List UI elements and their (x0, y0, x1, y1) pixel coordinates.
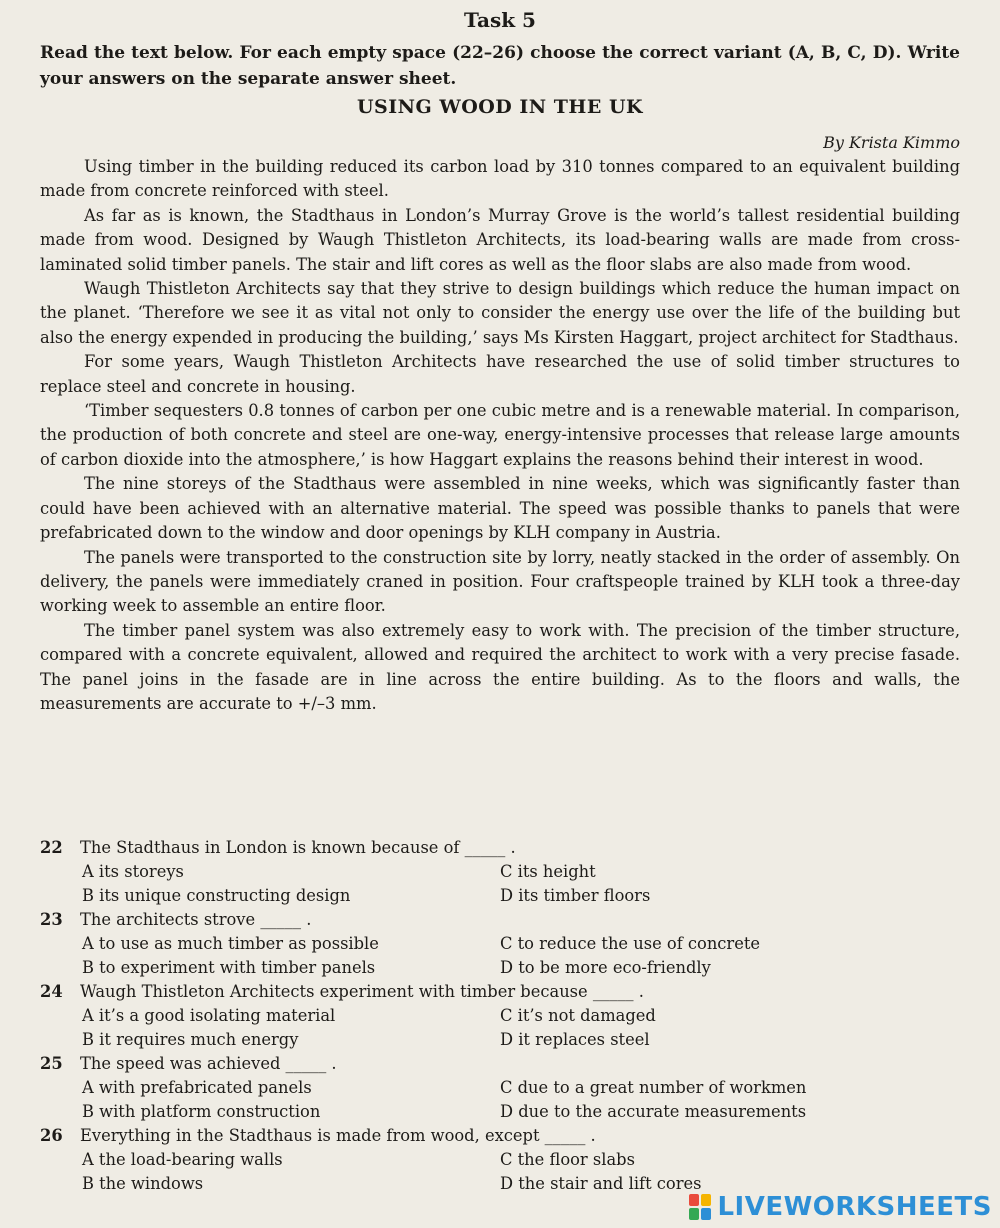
option-d[interactable]: D to be more eco-friendly (500, 958, 711, 977)
question-stem: Everything in the Stadthaus is made from wood, except _____ . (80, 1126, 596, 1145)
option-b[interactable]: B to experiment with timber panels (82, 958, 376, 977)
article-paragraph: ‘Timber sequesters 0.8 tonnes of carbon per one cubic metre and is a renewable material. In comparison, the production of both concrete and steel are one-way, energy-intensive processes that release large amounts of carbon dioxide into the atmosphere,’ is how Haggart explains the reasons behind their interest in wood. (40, 401, 960, 469)
question-stem: The speed was achieved _____ . (80, 1054, 337, 1073)
article-paragraph: The panels were transported to the construction site by lorry, neatly stacked in the order of assembly. On delivery, the panels were immediately craned in position. Four craftspeople trained by KLH took a three-day working week to assemble an entire floor. (40, 547, 960, 616)
question-26 (40, 1124, 960, 1196)
option-c[interactable]: C its height (500, 862, 596, 881)
option-d[interactable]: D its timber floors (500, 886, 651, 905)
option-a[interactable]: A with prefabricated panels (82, 1078, 312, 1097)
article-paragraph: The nine storeys of the Stadthaus were assembled in nine weeks, which was significantly faster than could have been achieved with an alternative material. The speed was possible thanks to panels that were prefabricated down to the window and door openings by KLH company in Austria. (40, 474, 960, 543)
option-a[interactable]: A it’s a good isolating material (82, 1006, 336, 1025)
option-a[interactable]: A to use as much timber as possible (82, 934, 379, 953)
article-paragraph: Using timber in the building reduced its carbon load by 310 tonnes compared to an equivalent building made from concrete reinforced with steel. (40, 157, 960, 201)
question-number: 25 (40, 1054, 63, 1073)
question-24 (40, 980, 960, 1052)
option-d[interactable]: D due to the accurate measurements (500, 1102, 807, 1121)
option-d[interactable]: D it replaces steel (500, 1030, 650, 1049)
question-number: 23 (40, 910, 63, 929)
question-number: 24 (40, 982, 63, 1001)
article-paragraph: For some years, Waugh Thistleton Architects have researched the use of solid timber structures to replace steel and concrete in housing. (40, 352, 960, 396)
article-paragraph: Waugh Thistleton Architects say that they strive to design buildings which reduce the human impact on the planet. ‘Therefore we see it as vital not only to consider the energy use over the life of the building but also the energy expended in producing the building,’ says Ms Kirsten Haggart, project architect for Stadthaus. (40, 279, 960, 347)
liveworksheets-logo-icon (689, 1194, 711, 1220)
option-a[interactable]: A its storeys (82, 862, 184, 881)
question-number: 22 (40, 838, 63, 857)
instructions: Read the text below. For each empty space (22–26) choose the correct variant (A, B, C, D). Write your answers on the separate answer sheet. (40, 43, 960, 89)
article-title: USING WOOD IN THE UK (356, 96, 644, 118)
option-c[interactable]: C it’s not damaged (500, 1006, 656, 1025)
watermark-text: LIVEWORKSHEETS (717, 1192, 992, 1222)
article-paragraph: The timber panel system was also extremely easy to work with. The precision of the timber structure, compared with a concrete equivalent, allowed and required the architect to work with a very precise fasade. The panel joins in the fasade are in line across the entire building. As to the floors and walls, the measurements are accurate to +/–3 mm. (40, 620, 960, 713)
question-23 (40, 908, 960, 980)
question-stem: The architects strove _____ . (80, 910, 312, 929)
question-stem: The Stadthaus in London is known because of _____ . (80, 838, 516, 857)
article-paragraph: As far as is known, the Stadthaus in London’s Murray Grove is the world’s tallest residential building made from wood. Designed by Waugh Thistleton Architects, its load-bearing walls are made from cross-laminated solid timber panels. The stair and lift cores as well as the floor slabs are also made from wood. (40, 205, 960, 274)
article-author: By Krista Kimmo (823, 133, 960, 152)
question-number: 26 (40, 1126, 63, 1145)
question-22 (40, 836, 960, 908)
option-a[interactable]: A the load-bearing walls (82, 1150, 283, 1169)
option-b[interactable]: B its unique constructing design (82, 886, 351, 905)
question-stem: Waugh Thistleton Architects experiment with timber because _____ . (80, 982, 644, 1001)
option-c[interactable]: C to reduce the use of concrete (500, 934, 761, 953)
questions-list (40, 836, 960, 1196)
option-c[interactable]: C the floor slabs (500, 1150, 635, 1169)
option-b[interactable]: B with platform construction (82, 1102, 321, 1121)
option-b[interactable]: B the windows (82, 1174, 204, 1193)
option-c[interactable]: C due to a great number of workmen (500, 1078, 807, 1097)
task-title: Task 5 (464, 8, 536, 32)
liveworksheets-watermark (689, 1192, 992, 1222)
question-25 (40, 1052, 960, 1124)
article-body (40, 155, 960, 716)
option-d[interactable]: D the stair and lift cores (500, 1174, 702, 1193)
option-b[interactable]: B it requires much energy (82, 1030, 299, 1049)
